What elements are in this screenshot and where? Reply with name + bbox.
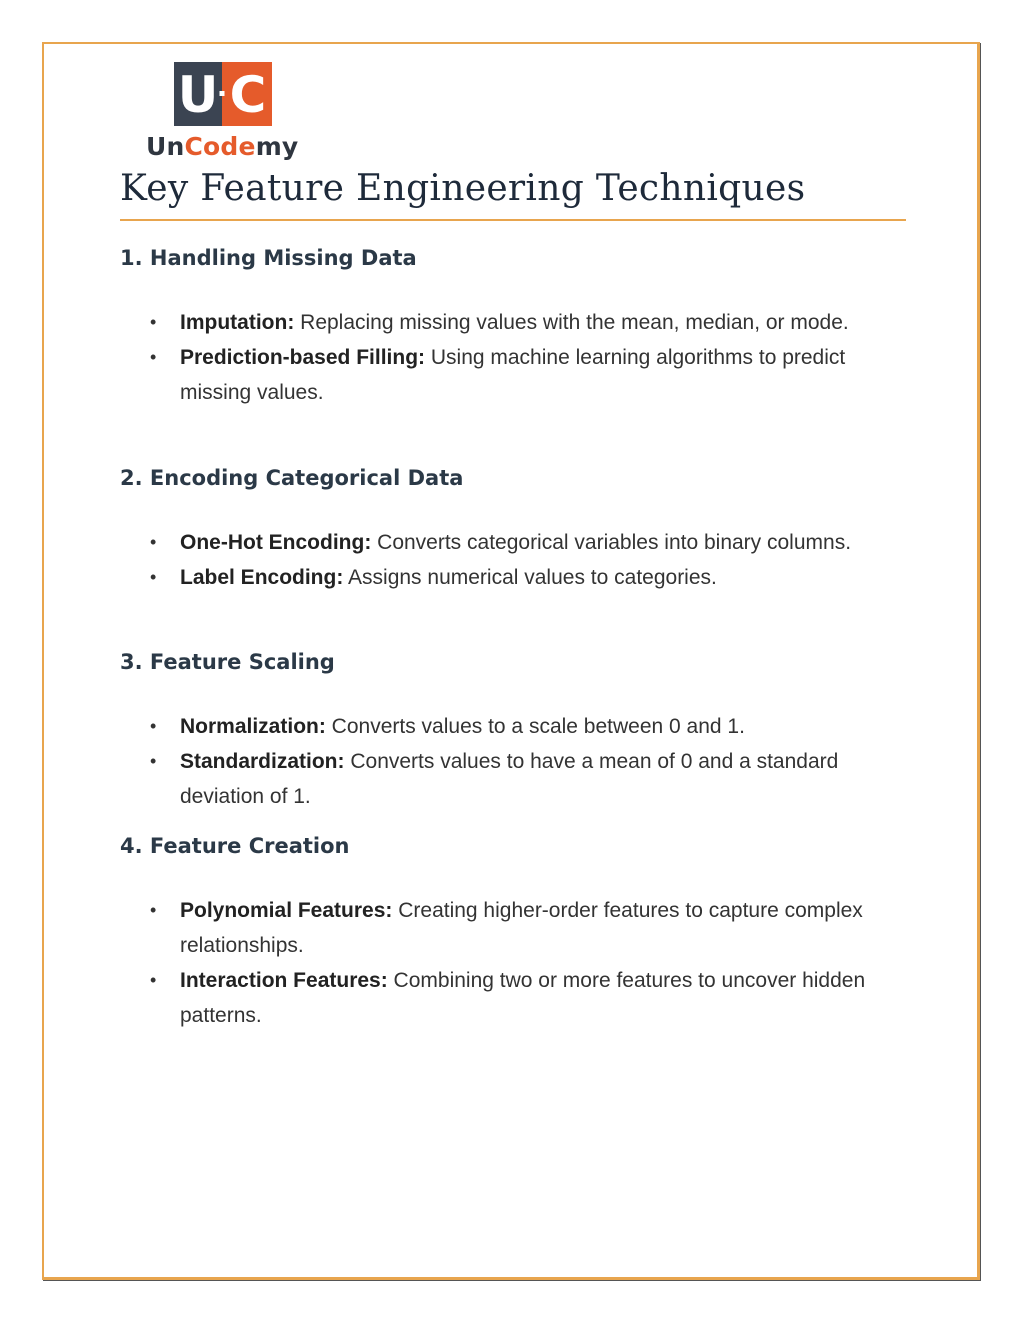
bullet-icon: • xyxy=(150,751,157,771)
list-item xyxy=(150,525,870,560)
list-feature-creation xyxy=(150,893,870,1033)
page-title: Key Feature Engineering Techniques xyxy=(120,168,806,209)
bullet-icon: • xyxy=(150,347,157,367)
item-text: Converts values to have a mean of 0 and a standard deviation of 1. xyxy=(180,750,839,808)
list-feature-scaling xyxy=(150,709,870,814)
bullet-icon: • xyxy=(150,970,157,990)
list-item xyxy=(150,744,870,814)
item-text: Assigns numerical values to categories. xyxy=(343,566,717,589)
brand-name-part3: my xyxy=(255,132,299,161)
item-term: Interaction Features: xyxy=(180,969,388,992)
item-term: Standardization: xyxy=(180,750,345,773)
title-divider xyxy=(120,219,906,221)
bullet-icon: • xyxy=(150,716,157,736)
item-text: Creating higher-order features to capture complex relationships. xyxy=(180,899,863,957)
section-heading-feature-creation: 4. Feature Creation xyxy=(120,834,350,858)
list-item xyxy=(150,340,870,410)
item-text: Converts values to a scale between 0 and 1. xyxy=(325,715,745,738)
bullet-icon: • xyxy=(150,532,157,552)
logo-letter-u: U xyxy=(177,66,219,124)
item-term: Label Encoding: xyxy=(180,566,344,589)
list-item xyxy=(150,560,870,595)
logo-letter-c: C xyxy=(229,66,267,124)
section-heading-missing-data: 1. Handling Missing Data xyxy=(120,246,417,270)
bullet-icon: • xyxy=(150,900,157,920)
brand-name xyxy=(146,132,298,161)
item-term: One-Hot Encoding: xyxy=(180,531,372,554)
item-term: Normalization: xyxy=(180,715,326,738)
list-missing-data xyxy=(150,305,870,410)
item-text: Replacing missing values with the mean, median, or mode. xyxy=(294,311,849,334)
item-text: Converts categorical variables into binary columns. xyxy=(371,531,852,554)
brand-name-part1: Un xyxy=(146,132,185,161)
brand-name-part2: Code xyxy=(184,132,256,161)
section-heading-feature-scaling: 3. Feature Scaling xyxy=(120,650,335,674)
list-item xyxy=(150,963,870,1033)
item-text: Combining two or more features to uncover hidden patterns. xyxy=(180,969,866,1027)
logo-mark xyxy=(174,62,272,126)
item-text: Using machine learning algorithms to predict missing values. xyxy=(180,346,846,404)
bullet-icon: • xyxy=(150,312,157,332)
uncodemy-logo xyxy=(146,62,306,172)
item-term: Imputation: xyxy=(180,311,295,334)
list-item xyxy=(150,305,870,340)
list-item xyxy=(150,893,870,963)
item-term: Polynomial Features: xyxy=(180,899,393,922)
section-heading-categorical-data: 2. Encoding Categorical Data xyxy=(120,466,464,490)
bullet-icon: • xyxy=(150,567,157,587)
item-term: Prediction-based Filling: xyxy=(180,346,426,369)
list-item xyxy=(150,709,870,744)
list-categorical-data xyxy=(150,525,870,595)
